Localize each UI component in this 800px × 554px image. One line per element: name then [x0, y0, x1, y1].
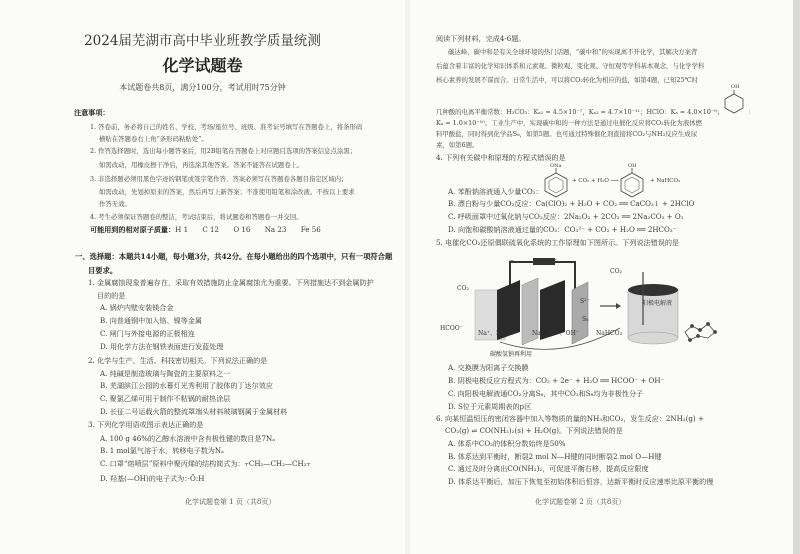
q6-option: D. 体系达平衡后，加压下恢复至初始体积后恒容，达新平衡时反应速率比原平衡的慢 [448, 477, 714, 486]
q4-option-a-products: + NaHCO₃ [650, 178, 681, 184]
exam-info: 本试题卷共8页，满分100分，考试用时75分钟 [119, 83, 286, 92]
reading-para: 几种酸的电离平衡常数：H₂CO₃：Kₐ₁ = 4.5×10⁻⁷，Kₐ₂ = 4.7×10⁻¹¹；HClO：Kₐ = 4.0×10⁻⁸； [436, 108, 724, 116]
note-line: 2. 作答选择题时，选出每小题答案后，用2B铅笔在答题卷上对应题目选项的答案信息点涂黑； [90, 147, 357, 155]
reading-para: 料甲酸盐，同时得到化学品S₈，如第5题。也可通过特殊催化剂直接将CO₂与NH₃反应生成尿 [436, 130, 698, 138]
section-heading: 目要求。 [88, 266, 118, 275]
co2-input-label: CO₂ [457, 285, 469, 292]
q6-stem: 6. 向某恒温恒压的密闭容器中加入等物质的量的NH₃和CO₂，发生反应：2NH₃(g) + [436, 414, 704, 423]
negative-terminal: − [509, 257, 515, 264]
exam-title: 2024届芜湖市高中毕业班教学质量统测 [84, 33, 321, 49]
exam-page-2 [410, 0, 793, 554]
q4-option-a-text: A. 苯酚钠溶液通入少量CO₂： [448, 187, 543, 196]
q2-option: C. 聚氯乙烯可用于制作不粘锅的耐热涂层 [100, 394, 231, 403]
reading-para: Kₐ = 1.0×10⁻¹⁰。工业生产中，实现碳中和的一种方法是通过电催化反应将CO₂转化为液体燃 [436, 119, 702, 127]
q5-option: D. S位于元素周期表的p区 [448, 402, 532, 411]
note-line: 横贴在答题卷右上角“条形码粘贴处”。 [99, 135, 208, 143]
anode-ions-label: Na⁺、S²⁻、OH⁻ [532, 330, 579, 337]
q2-option: A. 纯碱是制造玻璃与陶瓷的主要原料之一 [100, 369, 231, 378]
q5-option: B. 阴极电极反应方程式为：CO₂ + 2e⁻ + H₂O ══ HCOO⁻ + OH⁻ [448, 376, 665, 385]
q4-option: D. 向饱和碳酸钠溶液通过量的CO₂：CO₃²⁻ + CO₂ + H₂O ══ 2HCO₃⁻ [448, 225, 677, 234]
positive-terminal: + [552, 257, 558, 264]
mass-na: Na 23 [264, 225, 287, 234]
page-footer: 化学试题卷第 2 页（共8页） [535, 498, 626, 506]
nahco3-label: NaHCO₃ [596, 330, 622, 337]
note-line: 如需改动，用橡皮擦干净后，再选涂其他答案。答案不能答在试题卷上。 [99, 161, 304, 169]
q3-stem: 3. 下列化学用语或图示表达正确的是 [88, 420, 204, 429]
scan-edge [793, 0, 800, 554]
anolyte-label: 阳极电解液 [642, 300, 673, 307]
co2-right-label: CO₂ [610, 268, 622, 275]
hcoo-label: HCOO⁻ [440, 325, 463, 332]
atomic-masses [90, 225, 321, 234]
note-line: 1. 答卷前，务必将自己的姓名、学校、考场/座位号、班级、准考证号填写在答题卷上，将条形码 [90, 123, 363, 131]
note-line: 3. 非选择题必须用黑色字迹的钢笔或签字笔作答，答案必须写在答题卷各题目指定区域内； [90, 175, 348, 183]
note-line: 作答无效。 [99, 200, 131, 208]
q3-option: D. 羟基(—OH)的电子式为：·Ö:H [100, 474, 205, 483]
q2-option: D. 长征二号运载火箭的整流罩端头材料玻璃钢属于金属材料 [100, 407, 288, 416]
atomic-masses-label: 可能用到的相对原子质量： [90, 225, 176, 234]
reading-intro: 阅读下列材料，完成4-6题。 [436, 34, 526, 43]
q4-option-a-reactants: + CO₂ + H₂O ⟶ [572, 178, 619, 184]
q1-option: A. 锅炉内壁安装镁合金 [100, 303, 174, 312]
q3-option: B. 1 mol氯气溶于水，转移电子数为Nₐ [100, 446, 224, 455]
cathode-ions-label: Na⁺、HCO₃⁻ [478, 330, 517, 337]
q4-stem: 4. 下列有关碳中和原理的方程式错误的是 [436, 153, 566, 162]
q1-stem: 1. 金属腐蚀现象普遍存在，采取有效措施防止金属腐蚀尤为重要。下列措施达不到金属防护 [88, 278, 374, 287]
q2-option: B. 芜湖滨江公园的水幕灯光秀利用了胶体的丁达尔效应 [100, 381, 273, 390]
q5-option: A. 交换膜为阳离子交换膜 [448, 363, 529, 372]
section-heading: 一、选择题：本题共14小题，每小题3分，共42分。在每小题给出的四个选项中，只有一项符合题 [75, 252, 393, 261]
mass-h: H 1 [175, 225, 189, 234]
q3-option: C. 口罩“熔喷层”原料中聚丙烯的结构简式为：⫟CH₂—CH₂—CH₂⫟ [100, 459, 311, 468]
q1-stem: 目的的是 [97, 291, 126, 300]
reading-para: 素，如第6题。 [436, 141, 479, 149]
note-line: 4. 考生必须保证答题卷的整洁，考试结束后，将试题卷和答题卷一并交回。 [90, 213, 303, 221]
q6-option: B. 体系达到平衡时，断裂2 mol N—H键的同时断裂2 mol O—H键 [448, 452, 662, 461]
q1-option: B. 向普通钢中加入铬、镍等金属 [100, 316, 202, 325]
q1-option: C. 闸门与外接电源的正极相连 [100, 329, 195, 338]
s2-label: S²⁻ [580, 298, 590, 305]
note-line: 如需改动，先划掉原来的答案，然后再写上新答案；不准使用铅笔和涂改液。不按以上要求 [99, 188, 355, 196]
reading-para: 后蕴含着丰富的化学知识体系和元素观、微粒观、变化观、守恒观等学科基本观念，与化学学科 [436, 62, 705, 70]
mass-o: O 16 [233, 225, 251, 234]
q5-option: C. 向阳极电解液通CO₂分离S₈，其中CO₂和S₈均为非极性分子 [448, 389, 644, 398]
notes-heading: 注意事项： [74, 108, 110, 117]
reading-para: ： [748, 108, 755, 116]
q6-option: A. 体系中CO₂的体积分数始终是50% [448, 439, 566, 448]
reading-para: 碳达峰、碳中和是有关全球环境的热门话题，“碳中和”的实现离不开化学，其解决方案背 [448, 48, 698, 56]
exam-subtitle: 化学试题卷 [162, 56, 243, 75]
q6-stem: CO₂(g) ⇌ CO(NH₂)₂(s) + H₂O(g)。下列说法错误的是 [445, 426, 623, 435]
mass-c: C 12 [202, 225, 220, 234]
q6-option: C. 通过及时分离出CO(NH₂)₂，可促进平衡右移，提高反应限度 [448, 464, 649, 473]
recycle-label: 碳酸氢钠再利用 [490, 351, 533, 358]
phenol-oh-label: OH [731, 84, 740, 90]
q1-option: D. 用化学方法在钢铁表面进行发蓝处理 [100, 342, 224, 351]
ona-label: ONa [550, 163, 562, 169]
oh-label: OH [628, 163, 637, 169]
q4-option: C. 呼吸面罩中过氧化钠与CO₂反应：2Na₂O₂ + 2CO₂ ══ 2Na₂CO₃ + O₂ [448, 212, 684, 221]
q5-stem: 5. 电催化CO₂还原偶联硫氧化系统的工作原理如下图所示。下列说法错误的是 [436, 238, 680, 247]
page-footer: 化学试题卷第 1 页（共8页） [185, 498, 276, 506]
reading-para: 核心素养的发展不谋而合。日常生活中，可以将CO₂转化为相应的盐，如第4题，已知25℃时 [436, 76, 699, 84]
mass-fe: Fe 56 [300, 225, 321, 234]
q2-stem: 2. 化学与生产、生活、科技密切相关。下列说法正确的是 [88, 356, 268, 365]
q3-option: A. 100 g 46%的乙醇水溶液中含有极性键的数目是7Nₐ [100, 434, 275, 443]
s8-label: S₈ [582, 316, 589, 323]
q4-option: B. 漂白粉与少量CO₂反应：Ca(ClO)₂ + H₂O + CO₂ ══ CaCO₃↓ + 2HClO [448, 199, 695, 208]
